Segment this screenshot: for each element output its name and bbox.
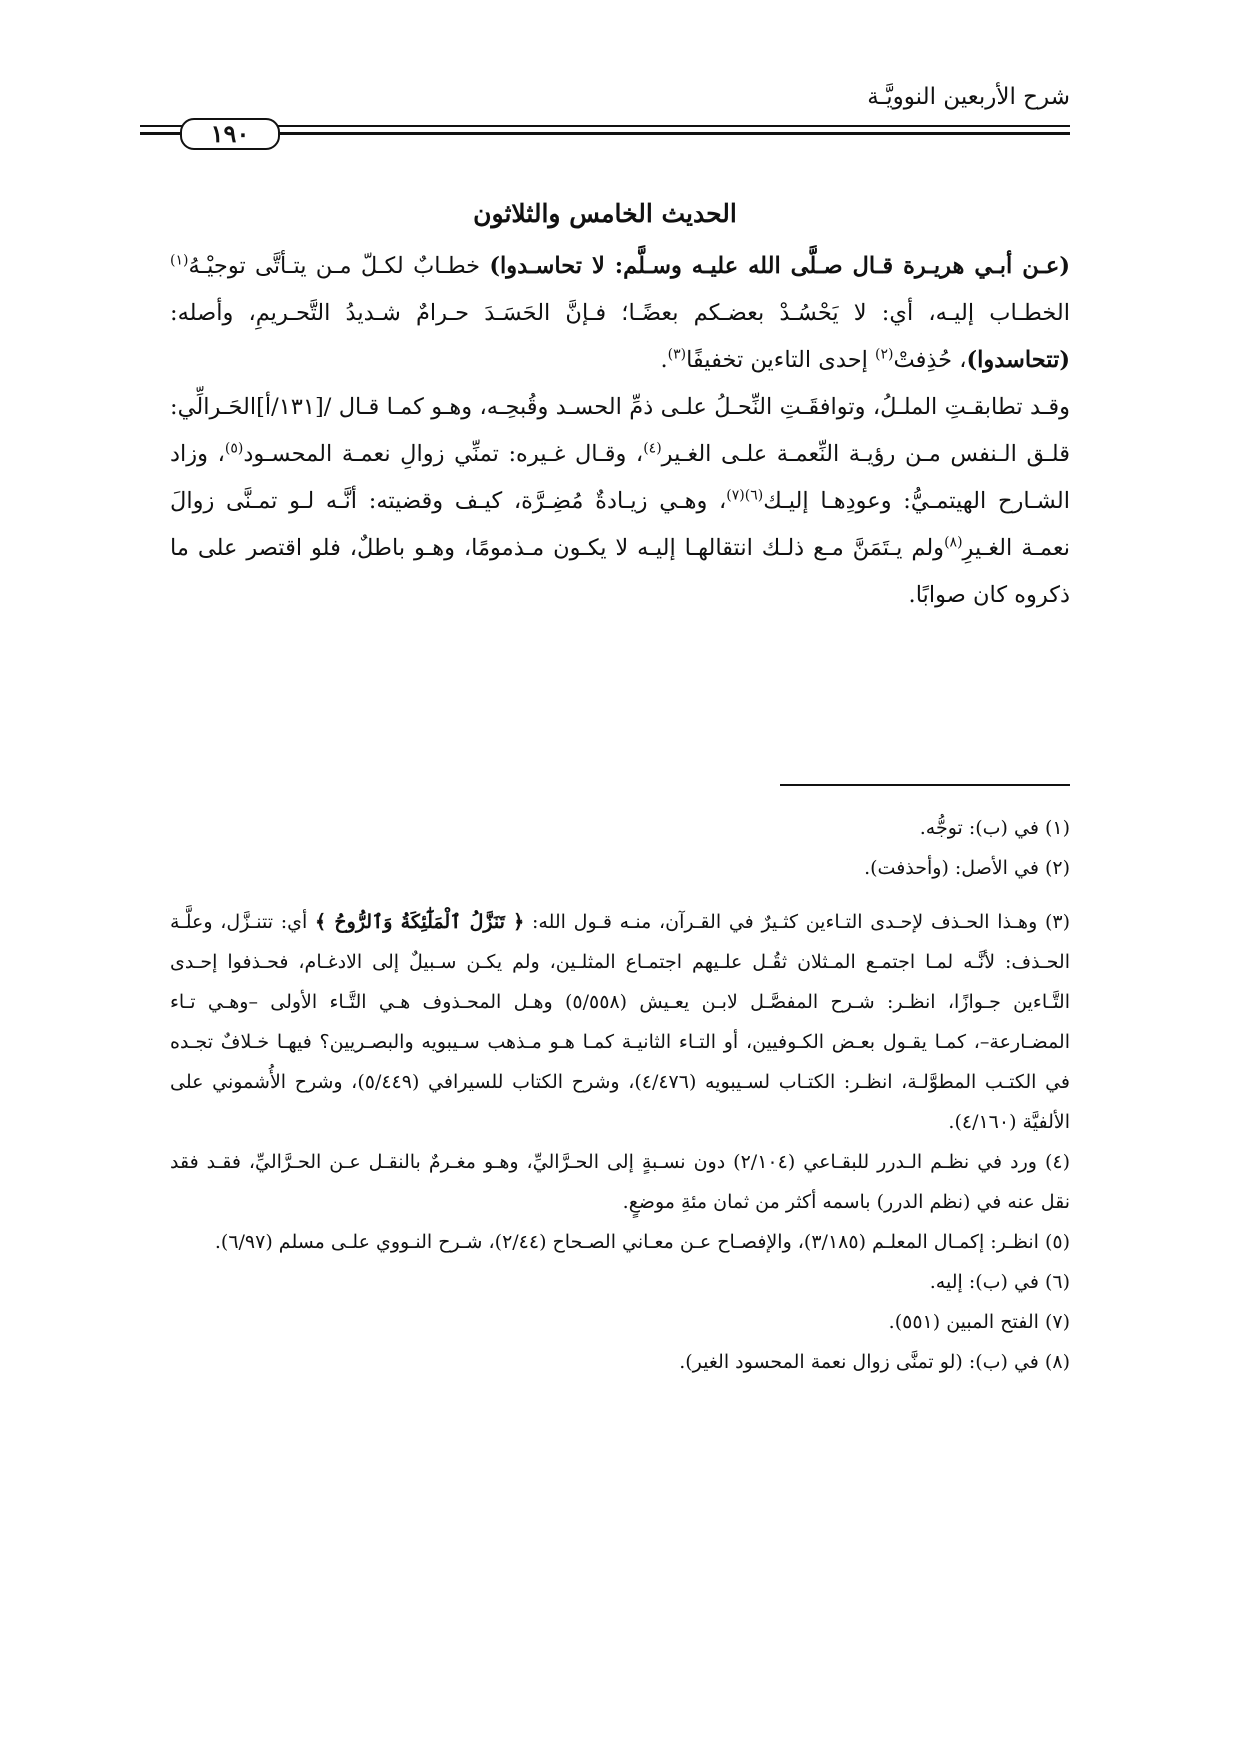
footnote-3-text-cont: أي: تتنـزَّل، وعلَّـة الحـذف: لأنَّـه لمـا اجتمـع المـثلان ثقُـل علـيهم اجتمـاع المثلـين، ولم يكـن سـبيلٌ إلى الادغـام، فحـذفوا إحـدى التَّـاءين جـوازًا، انظـر: شـرح المفصَّـل لابـن يعـيش (٥/٥٥٨) وهـل المحـذوف هـي التَّـاء الأولى –وهـي تـاء المضـارعة–، كمـا يقـول بعـض الكـوفيين، أو التـاء الثانيـة كمـا هـو مـذهب سـيبويه والبصـريين؟ فيهـا خـلافٌ تجـده في الكتـب المطوَّلـة، انظـر: الكتـاب لسـيبويه (٤/٤٧٦)، وشرح الكتاب للسيرافي (٥/٤٤٩)، وشرح الأُشموني على الألفيَّة (٤/١٦٠). <box>170 911 1070 1133</box>
footnote-ref-3[interactable]: (٣) <box>667 346 687 363</box>
footnote-ref-6[interactable]: (٦) <box>744 487 764 504</box>
text-run: . <box>660 347 668 373</box>
footnote-ref-8[interactable]: (٨) <box>944 534 963 551</box>
footnote-ref-2[interactable]: (٢) <box>875 346 894 363</box>
footnotes <box>170 808 1070 1382</box>
running-title: شرح الأربعين النوويَّـة <box>867 84 1070 110</box>
footnote-7: (٧) الفتح المبين (٥٥١). <box>888 1311 1070 1333</box>
footnote-ref-4[interactable]: (٤) <box>643 440 662 457</box>
chapter-title: الحديث الخامس والثلاثون <box>473 199 737 228</box>
footnote-separator <box>780 784 1070 786</box>
footnote-8: (٨) في (ب): (لو تمنَّى زوال نعمة المحسود الغير). <box>679 1351 1070 1373</box>
paragraph-1 <box>170 243 1070 384</box>
footnote-5: (٥) انظـر: إكمـال المعلـم (٣/١٨٥)، والإفصـاح عـن معـاني الصـحاح (٢/٤٤)، شـرح النـووي علـى مسلم (٦/٩٧). <box>214 1231 1070 1253</box>
text-run: ولم يـتَمَنَّ مـع ذلـك انتقالهـا إليـه لا يكـون مـذمومًا، وهـو باطلٌ، فلو اقتصر على ما ذكروه كان صوابًا. <box>170 535 1070 608</box>
text-run: ، حُذِفتْ <box>893 347 967 373</box>
footnote-1: (١) في (ب): توجُّه. <box>919 817 1070 839</box>
text-run: ، وهـي زيـادةٌ مُضِـرَّة، كيـف وقضيته: أنَّـه لـو تمـنَّى زوالَ نعمـة الغـيرِ <box>170 488 1070 561</box>
text-run: ، وزاد الشـارح الهيتمـيُّ: وعودِهـا إليـك <box>170 441 1070 514</box>
text-run: الخطـاب إليـه، أي: لا يَحْسُـدْ بعضـكم بعضًـا؛ فـإنَّ الحَسَـدَ حـرامٌ شـديدُ التَّحـريمِ، وأصله: <box>170 300 1070 326</box>
footnote-ref-7[interactable]: (٧) <box>726 487 745 504</box>
text-run: إحدى التاءين تخفيفًا <box>686 347 876 373</box>
footnote-6: (٦) في (ب): إليه. <box>929 1271 1070 1293</box>
text-run: خطـابٌ لكـلّ مـن يتـأتَّى توجيْـهُ <box>188 253 490 279</box>
text-run: وقـد تطابقـتِ الملـلُ، وتوافقَـتِ النِّحـلُ علـى ذمِّ الحسـد وقُبحِـه، وهـو كمـا قـال /[١٣١/أ]الحَـرالِّي: قلـق الـنفس مـن رؤيـة النِّعمـة علـى الغـير <box>170 394 1071 467</box>
root-word: (تتحاسدوا) <box>966 347 1070 373</box>
header-rule <box>140 118 1070 148</box>
footnote-2: (٢) في الأصل: (وأحذفت). <box>864 857 1070 879</box>
footnote-3-text: (٣) وهـذا الحـذف لإحـدى التـاءين كثـيرٌ في القـرآن، منـه قـول الله: <box>524 911 1071 933</box>
hadith-text: (عـن أبـي هريـرة قـال صـلَّى الله عليـه وسـلَّم: لا تحاسـدوا) <box>489 253 1070 279</box>
footnote-ref-1[interactable]: (١) <box>170 252 189 269</box>
header-rule-thin-line <box>140 125 1070 127</box>
page-number: ١٩٠ <box>180 118 280 150</box>
paragraph-2 <box>170 384 1070 619</box>
footnote-4: (٤) ورد في نظـم الـدرر للبقـاعي (٢/١٠٤) دون نسـبةٍ إلى الحـرَّاليِّ، وهـو مغـرمٌ بالنقـل عـن الحـرَّاليِّ، فقـد فقد نقل عنه في (نظم الدرر) باسمه أكثر من ثمان مئةِ موضعٍ. <box>170 1151 1070 1213</box>
text-run: ، وقـال غـيره: تمنِّي زوالِ نعمـة المحسـود <box>243 441 644 467</box>
quran-verse: ﴿ تَنَزَّلُ ٱلْمَلَٰٓئِكَةُ وَٱلرُّوحُ ﴾ <box>314 911 525 933</box>
footnote-3 <box>170 902 1070 1142</box>
footnote-ref-5[interactable]: (٥) <box>224 440 244 457</box>
main-text <box>170 243 1070 619</box>
